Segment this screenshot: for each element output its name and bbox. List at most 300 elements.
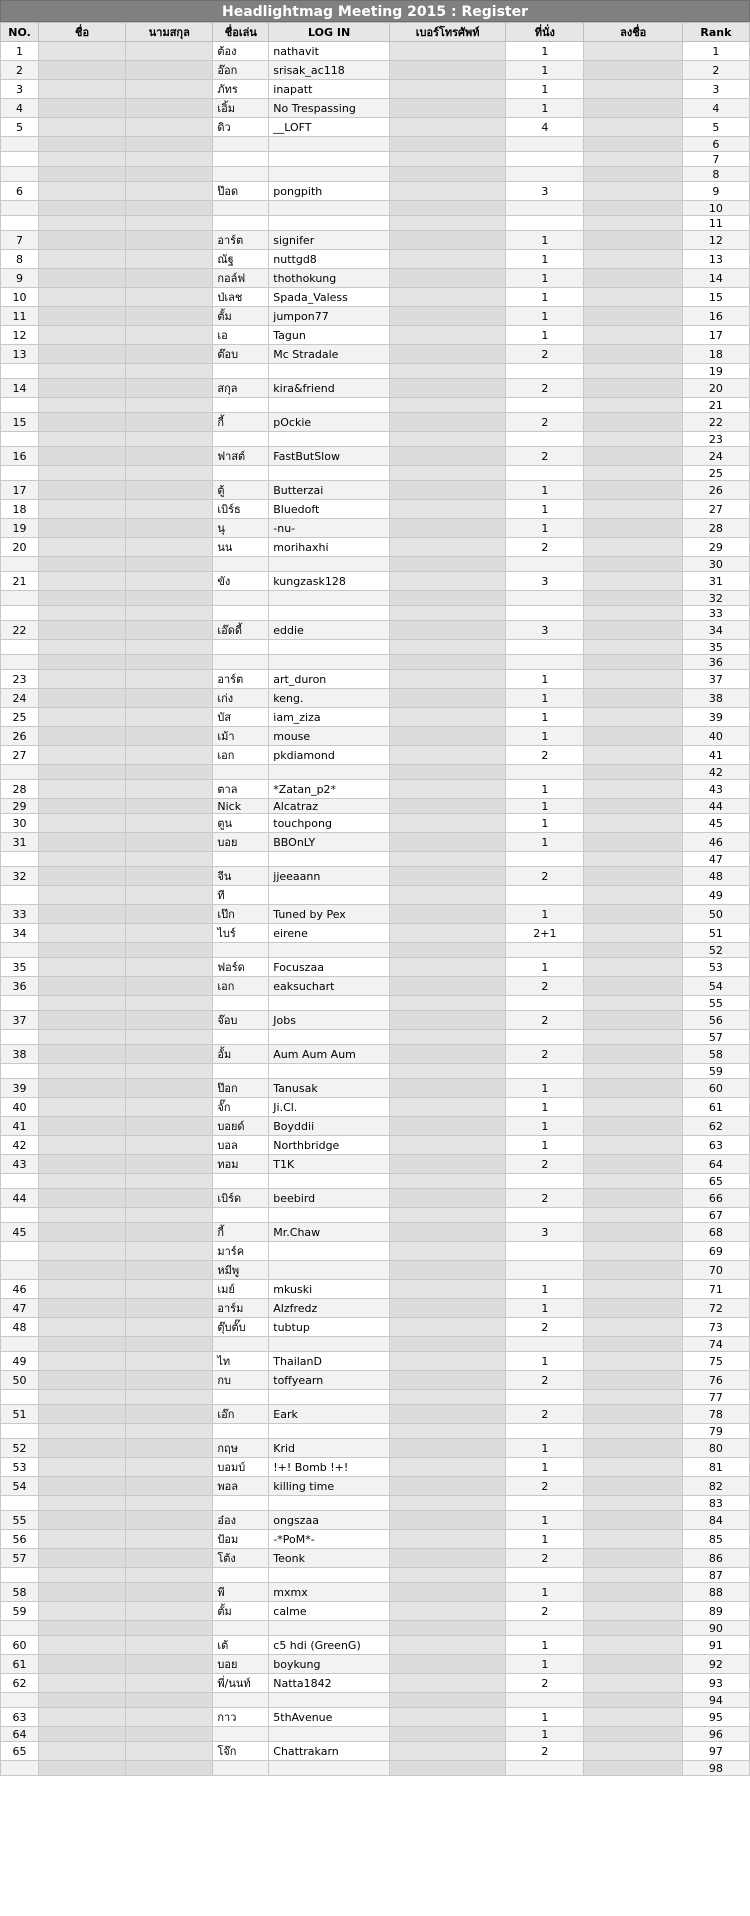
table-row[interactable] [1,621,750,640]
cell-lastname[interactable] [126,182,213,201]
cell-signature[interactable] [584,538,682,557]
table-row[interactable] [1,326,750,345]
cell-nickname[interactable]: บอล [213,1136,269,1155]
cell-seat[interactable]: 2 [506,1477,584,1496]
cell-phone[interactable] [389,852,505,867]
table-row[interactable] [1,1261,750,1280]
cell-seat[interactable] [506,606,584,621]
cell-login[interactable]: Teonk [269,1549,390,1568]
cell-phone[interactable] [389,1655,505,1674]
cell-seat[interactable]: 1 [506,500,584,519]
cell-nickname[interactable]: กาว [213,1708,269,1727]
cell-lastname[interactable] [126,1496,213,1511]
cell-nickname[interactable]: เบิร์ด [213,1189,269,1208]
cell-phone[interactable] [389,1621,505,1636]
cell-no[interactable]: 62 [1,1674,39,1693]
cell-rank[interactable]: 73 [682,1318,749,1337]
cell-phone[interactable] [389,905,505,924]
table-row[interactable] [1,137,750,152]
cell-rank[interactable]: 87 [682,1568,749,1583]
cell-login[interactable] [269,1064,390,1079]
table-row[interactable] [1,1371,750,1390]
cell-nickname[interactable]: โจ๊ก [213,1742,269,1761]
cell-seat[interactable]: 2 [506,977,584,996]
cell-lastname[interactable] [126,1136,213,1155]
cell-signature[interactable] [584,1727,682,1742]
table-row[interactable] [1,1549,750,1568]
cell-seat[interactable] [506,655,584,670]
cell-phone[interactable] [389,307,505,326]
cell-nickname[interactable]: ป้อม [213,1530,269,1549]
cell-phone[interactable] [389,924,505,943]
cell-firstname[interactable] [39,867,126,886]
cell-rank[interactable]: 93 [682,1674,749,1693]
table-row[interactable] [1,99,750,118]
cell-lastname[interactable] [126,1511,213,1530]
cell-rank[interactable]: 54 [682,977,749,996]
cell-login[interactable] [269,466,390,481]
cell-firstname[interactable] [39,1761,126,1776]
cell-lastname[interactable] [126,640,213,655]
cell-lastname[interactable] [126,1568,213,1583]
cell-login[interactable] [269,364,390,379]
cell-firstname[interactable] [39,326,126,345]
cell-seat[interactable]: 1 [506,799,584,814]
cell-phone[interactable] [389,500,505,519]
cell-lastname[interactable] [126,1189,213,1208]
table-row[interactable] [1,1352,750,1371]
cell-signature[interactable] [584,1761,682,1776]
cell-seat[interactable]: 2 [506,1045,584,1064]
cell-login[interactable]: eaksuchart [269,977,390,996]
table-row[interactable] [1,572,750,591]
cell-nickname[interactable] [213,852,269,867]
cell-signature[interactable] [584,780,682,799]
cell-phone[interactable] [389,288,505,307]
cell-rank[interactable]: 63 [682,1136,749,1155]
cell-firstname[interactable] [39,1636,126,1655]
table-row[interactable] [1,1117,750,1136]
cell-lastname[interactable] [126,1117,213,1136]
cell-login[interactable]: kungzask128 [269,572,390,591]
cell-rank[interactable]: 43 [682,780,749,799]
table-row[interactable] [1,670,750,689]
table-row[interactable] [1,432,750,447]
cell-seat[interactable]: 1 [506,1636,584,1655]
table-row[interactable] [1,1708,750,1727]
cell-login[interactable]: Boyddii [269,1117,390,1136]
cell-no[interactable]: 54 [1,1477,39,1496]
cell-rank[interactable]: 27 [682,500,749,519]
cell-phone[interactable] [389,1424,505,1439]
cell-firstname[interactable] [39,670,126,689]
cell-login[interactable]: pongpith [269,182,390,201]
cell-login[interactable]: Chattrakarn [269,1742,390,1761]
cell-signature[interactable] [584,1030,682,1045]
cell-lastname[interactable] [126,1079,213,1098]
cell-no[interactable]: 57 [1,1549,39,1568]
cell-rank[interactable]: 50 [682,905,749,924]
cell-firstname[interactable] [39,1208,126,1223]
cell-signature[interactable] [584,80,682,99]
cell-rank[interactable]: 20 [682,379,749,398]
cell-nickname[interactable]: อาร์ม [213,1299,269,1318]
cell-rank[interactable]: 89 [682,1602,749,1621]
cell-signature[interactable] [584,1098,682,1117]
cell-no[interactable]: 4 [1,99,39,118]
cell-signature[interactable] [584,1045,682,1064]
cell-nickname[interactable]: กี้ [213,1223,269,1242]
cell-phone[interactable] [389,1458,505,1477]
cell-lastname[interactable] [126,958,213,977]
cell-firstname[interactable] [39,1439,126,1458]
cell-lastname[interactable] [126,727,213,746]
cell-phone[interactable] [389,977,505,996]
cell-signature[interactable] [584,1636,682,1655]
cell-seat[interactable]: 2 [506,1602,584,1621]
cell-login[interactable]: iam_ziza [269,708,390,727]
cell-no[interactable] [1,943,39,958]
cell-firstname[interactable] [39,500,126,519]
cell-nickname[interactable]: ตาล [213,780,269,799]
cell-rank[interactable]: 6 [682,137,749,152]
cell-lastname[interactable] [126,1261,213,1280]
cell-phone[interactable] [389,538,505,557]
cell-no[interactable]: 64 [1,1727,39,1742]
cell-rank[interactable]: 46 [682,833,749,852]
cell-lastname[interactable] [126,799,213,814]
cell-seat[interactable] [506,1496,584,1511]
cell-signature[interactable] [584,1174,682,1189]
cell-firstname[interactable] [39,727,126,746]
cell-firstname[interactable] [39,924,126,943]
cell-login[interactable]: Alcatraz [269,799,390,814]
cell-signature[interactable] [584,572,682,591]
cell-rank[interactable]: 26 [682,481,749,500]
cell-phone[interactable] [389,689,505,708]
cell-signature[interactable] [584,1371,682,1390]
cell-nickname[interactable] [213,137,269,152]
cell-lastname[interactable] [126,201,213,216]
cell-seat[interactable]: 2 [506,1371,584,1390]
cell-signature[interactable] [584,167,682,182]
cell-nickname[interactable] [213,1424,269,1439]
cell-login[interactable] [269,137,390,152]
cell-login[interactable]: BBOnLY [269,833,390,852]
cell-phone[interactable] [389,814,505,833]
cell-phone[interactable] [389,80,505,99]
cell-rank[interactable]: 16 [682,307,749,326]
cell-nickname[interactable] [213,1761,269,1776]
table-row[interactable] [1,1155,750,1174]
cell-rank[interactable]: 19 [682,364,749,379]
cell-firstname[interactable] [39,557,126,572]
cell-no[interactable]: 32 [1,867,39,886]
cell-phone[interactable] [389,1174,505,1189]
cell-phone[interactable] [389,231,505,250]
cell-firstname[interactable] [39,780,126,799]
cell-rank[interactable]: 57 [682,1030,749,1045]
cell-no[interactable]: 11 [1,307,39,326]
cell-no[interactable] [1,432,39,447]
cell-lastname[interactable] [126,379,213,398]
cell-lastname[interactable] [126,1371,213,1390]
cell-seat[interactable]: 1 [506,1280,584,1299]
table-row[interactable] [1,1530,750,1549]
cell-signature[interactable] [584,1511,682,1530]
cell-rank[interactable]: 22 [682,413,749,432]
cell-nickname[interactable]: พอล [213,1477,269,1496]
cell-rank[interactable]: 38 [682,689,749,708]
cell-signature[interactable] [584,1390,682,1405]
cell-lastname[interactable] [126,447,213,466]
cell-phone[interactable] [389,269,505,288]
cell-lastname[interactable] [126,1390,213,1405]
cell-firstname[interactable] [39,1424,126,1439]
cell-no[interactable] [1,1030,39,1045]
cell-lastname[interactable] [126,943,213,958]
cell-no[interactable]: 55 [1,1511,39,1530]
cell-rank[interactable]: 18 [682,345,749,364]
cell-firstname[interactable] [39,1117,126,1136]
cell-seat[interactable] [506,1261,584,1280]
cell-rank[interactable]: 77 [682,1390,749,1405]
cell-no[interactable] [1,1568,39,1583]
cell-phone[interactable] [389,1761,505,1776]
cell-signature[interactable] [584,1337,682,1352]
cell-firstname[interactable] [39,1189,126,1208]
cell-lastname[interactable] [126,814,213,833]
cell-phone[interactable] [389,1030,505,1045]
cell-phone[interactable] [389,886,505,905]
cell-rank[interactable]: 55 [682,996,749,1011]
cell-nickname[interactable]: อ๋อง [213,1511,269,1530]
cell-lastname[interactable] [126,118,213,137]
cell-nickname[interactable] [213,398,269,413]
cell-firstname[interactable] [39,640,126,655]
cell-login[interactable] [269,765,390,780]
cell-rank[interactable]: 32 [682,591,749,606]
cell-no[interactable] [1,1174,39,1189]
cell-rank[interactable]: 90 [682,1621,749,1636]
cell-seat[interactable]: 1 [506,80,584,99]
cell-rank[interactable]: 47 [682,852,749,867]
cell-phone[interactable] [389,1742,505,1761]
cell-rank[interactable]: 8 [682,167,749,182]
cell-login[interactable] [269,1424,390,1439]
cell-signature[interactable] [584,398,682,413]
cell-rank[interactable]: 49 [682,886,749,905]
table-row[interactable] [1,1174,750,1189]
cell-nickname[interactable]: กี้ [213,413,269,432]
table-row[interactable] [1,1511,750,1530]
cell-seat[interactable]: 1 [506,1117,584,1136]
cell-seat[interactable]: 2 [506,413,584,432]
cell-seat[interactable]: 3 [506,1223,584,1242]
cell-login[interactable]: morihaxhi [269,538,390,557]
cell-phone[interactable] [389,1405,505,1424]
cell-lastname[interactable] [126,1208,213,1223]
cell-firstname[interactable] [39,1098,126,1117]
cell-lastname[interactable] [126,519,213,538]
cell-rank[interactable]: 56 [682,1011,749,1030]
cell-nickname[interactable]: มาร์ค [213,1242,269,1261]
cell-signature[interactable] [584,943,682,958]
cell-nickname[interactable]: เอ [213,326,269,345]
table-row[interactable] [1,977,750,996]
table-row[interactable] [1,689,750,708]
cell-seat[interactable]: 1 [506,1458,584,1477]
cell-lastname[interactable] [126,61,213,80]
cell-no[interactable] [1,1064,39,1079]
table-row[interactable] [1,345,750,364]
cell-login[interactable]: Northbridge [269,1136,390,1155]
cell-rank[interactable]: 61 [682,1098,749,1117]
cell-firstname[interactable] [39,1261,126,1280]
cell-seat[interactable]: 2 [506,867,584,886]
cell-signature[interactable] [584,670,682,689]
cell-lastname[interactable] [126,1098,213,1117]
cell-phone[interactable] [389,519,505,538]
cell-seat[interactable]: 1 [506,670,584,689]
table-row[interactable] [1,447,750,466]
cell-no[interactable]: 10 [1,288,39,307]
table-row[interactable] [1,591,750,606]
table-row[interactable] [1,61,750,80]
cell-signature[interactable] [584,326,682,345]
table-row[interactable] [1,466,750,481]
cell-signature[interactable] [584,519,682,538]
cell-lastname[interactable] [126,1674,213,1693]
cell-signature[interactable] [584,118,682,137]
cell-nickname[interactable] [213,640,269,655]
cell-login[interactable]: -nu- [269,519,390,538]
cell-phone[interactable] [389,591,505,606]
cell-rank[interactable]: 9 [682,182,749,201]
cell-no[interactable]: 20 [1,538,39,557]
cell-login[interactable]: Mc Stradale [269,345,390,364]
cell-nickname[interactable]: จีน [213,867,269,886]
cell-nickname[interactable]: ต้อง [213,42,269,61]
cell-nickname[interactable]: บอย [213,833,269,852]
cell-firstname[interactable] [39,1030,126,1045]
cell-firstname[interactable] [39,345,126,364]
cell-phone[interactable] [389,1636,505,1655]
cell-rank[interactable]: 36 [682,655,749,670]
cell-login[interactable]: mxmx [269,1583,390,1602]
cell-seat[interactable] [506,852,584,867]
cell-nickname[interactable]: เบิร์ธ [213,500,269,519]
cell-login[interactable]: Butterzai [269,481,390,500]
cell-seat[interactable]: 1 [506,689,584,708]
cell-firstname[interactable] [39,99,126,118]
cell-seat[interactable]: 1 [506,833,584,852]
cell-phone[interactable] [389,201,505,216]
cell-signature[interactable] [584,833,682,852]
cell-lastname[interactable] [126,655,213,670]
cell-firstname[interactable] [39,799,126,814]
cell-no[interactable] [1,364,39,379]
table-row[interactable] [1,996,750,1011]
cell-lastname[interactable] [126,852,213,867]
cell-firstname[interactable] [39,182,126,201]
cell-no[interactable] [1,1761,39,1776]
cell-seat[interactable]: 1 [506,1098,584,1117]
table-row[interactable] [1,1098,750,1117]
table-row[interactable] [1,1477,750,1496]
cell-rank[interactable]: 52 [682,943,749,958]
cell-seat[interactable] [506,137,584,152]
cell-firstname[interactable] [39,307,126,326]
cell-signature[interactable] [584,886,682,905]
cell-phone[interactable] [389,670,505,689]
cell-firstname[interactable] [39,1390,126,1405]
cell-lastname[interactable] [126,1708,213,1727]
table-row[interactable] [1,80,750,99]
cell-phone[interactable] [389,447,505,466]
cell-phone[interactable] [389,765,505,780]
cell-rank[interactable]: 65 [682,1174,749,1189]
cell-seat[interactable] [506,201,584,216]
cell-phone[interactable] [389,833,505,852]
cell-phone[interactable] [389,413,505,432]
cell-login[interactable] [269,591,390,606]
cell-signature[interactable] [584,708,682,727]
cell-no[interactable]: 15 [1,413,39,432]
cell-no[interactable]: 9 [1,269,39,288]
cell-no[interactable]: 35 [1,958,39,977]
cell-seat[interactable]: 3 [506,621,584,640]
cell-seat[interactable] [506,1761,584,1776]
cell-signature[interactable] [584,42,682,61]
cell-no[interactable]: 47 [1,1299,39,1318]
cell-login[interactable]: jjeeaann [269,867,390,886]
cell-seat[interactable]: 2 [506,1011,584,1030]
table-row[interactable] [1,557,750,572]
cell-lastname[interactable] [126,765,213,780]
table-row[interactable] [1,1064,750,1079]
cell-seat[interactable]: 2 [506,538,584,557]
table-row[interactable] [1,1424,750,1439]
table-row[interactable] [1,1337,750,1352]
cell-no[interactable]: 7 [1,231,39,250]
table-row[interactable] [1,413,750,432]
cell-phone[interactable] [389,167,505,182]
table-row[interactable] [1,1189,750,1208]
cell-seat[interactable] [506,1030,584,1045]
cell-login[interactable]: keng. [269,689,390,708]
cell-nickname[interactable]: เป๊ก [213,905,269,924]
cell-firstname[interactable] [39,689,126,708]
table-row[interactable] [1,364,750,379]
table-row[interactable] [1,1742,750,1761]
cell-rank[interactable]: 60 [682,1079,749,1098]
cell-phone[interactable] [389,1602,505,1621]
cell-login[interactable]: Aum Aum Aum [269,1045,390,1064]
cell-login[interactable] [269,1390,390,1405]
cell-seat[interactable]: 1 [506,708,584,727]
cell-nickname[interactable] [213,1727,269,1742]
cell-lastname[interactable] [126,689,213,708]
cell-no[interactable]: 63 [1,1708,39,1727]
cell-firstname[interactable] [39,1064,126,1079]
cell-signature[interactable] [584,852,682,867]
cell-nickname[interactable]: ไท [213,1352,269,1371]
cell-no[interactable]: 14 [1,379,39,398]
cell-rank[interactable]: 4 [682,99,749,118]
cell-phone[interactable] [389,1261,505,1280]
cell-seat[interactable]: 2 [506,447,584,466]
